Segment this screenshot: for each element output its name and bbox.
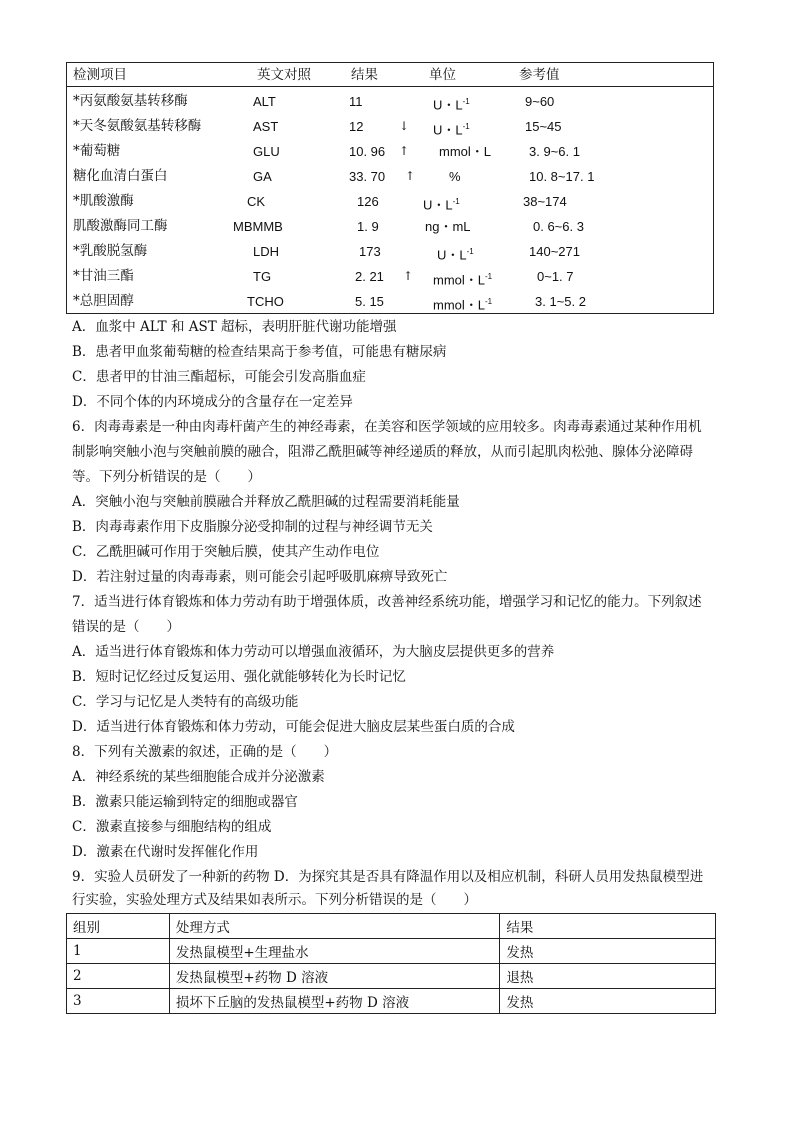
lab-result: 12 bbox=[349, 119, 364, 134]
q8-option-b: B．激素只能运输到特定的细胞或器官 bbox=[72, 794, 298, 810]
unit-sup: -1 bbox=[485, 272, 493, 281]
lab-results-table bbox=[66, 62, 714, 314]
lab-result: 11 bbox=[349, 94, 363, 109]
lab-reference: 140~271 bbox=[529, 244, 580, 259]
lab-english: GA bbox=[253, 169, 272, 184]
lab-table-header bbox=[67, 63, 713, 87]
q8-option-d: D．激素在代谢时发挥催化作用 bbox=[72, 844, 259, 860]
up-arrow-icon: ↑ bbox=[403, 269, 414, 283]
lab-english: AST bbox=[253, 119, 279, 134]
lab-row bbox=[67, 214, 713, 239]
unit-sup: -1 bbox=[485, 297, 493, 306]
lab-result: 33. 70 bbox=[349, 169, 386, 184]
unit-sup: -1 bbox=[462, 97, 470, 106]
lab-row bbox=[67, 114, 713, 139]
q6-option-d: D．若注射过量的肉毒毒素，则可能会引起呼吸肌麻痹导致死亡 bbox=[72, 569, 448, 585]
unit-text: % bbox=[449, 169, 461, 184]
unit-text: U・L bbox=[423, 197, 453, 213]
lab-unit bbox=[439, 139, 491, 164]
q8-option-c: C．激素直接参与细胞结构的组成 bbox=[72, 819, 272, 835]
lab-item: *乳酸脱氢酶 bbox=[73, 243, 148, 259]
q5-option-d: D．不同个体的内环境成分的含量存在一定差异 bbox=[72, 394, 353, 410]
lab-reference: 0. 6~6. 3 bbox=[533, 219, 584, 234]
lab-result: 1. 9 bbox=[357, 219, 379, 234]
lab-english: LDH bbox=[253, 244, 280, 259]
experiment-table bbox=[66, 913, 716, 1014]
experiment-table-header bbox=[67, 914, 716, 939]
table-row bbox=[67, 964, 716, 989]
lab-unit bbox=[425, 214, 471, 239]
q7-option-d: D．适当进行体育锻炼和体力劳动，可能会促进大脑皮层某些蛋白质的合成 bbox=[72, 719, 515, 735]
treatment-cell: 发热鼠模型+药物 D 溶液 bbox=[169, 964, 499, 989]
header-group: 组别 bbox=[67, 914, 170, 939]
q7-option-b: B．短时记忆经过反复运用、强化就能够转化为长时记忆 bbox=[72, 669, 406, 685]
group-cell: 2 bbox=[67, 964, 170, 989]
unit-text: mmol・L bbox=[433, 272, 486, 288]
lab-reference: 9~60 bbox=[525, 94, 555, 109]
q7-stem-line-2: 错误的是（ ） bbox=[72, 619, 180, 635]
lab-reference: 3. 9~6. 1 bbox=[529, 144, 580, 159]
header-result: 结果 bbox=[500, 914, 716, 939]
lab-reference: 10. 8~17. 1 bbox=[529, 169, 595, 184]
lab-reference: 3. 1~5. 2 bbox=[535, 294, 586, 309]
table-row bbox=[67, 989, 716, 1014]
lab-english: TG bbox=[253, 269, 272, 284]
lab-item: *总胆固醇 bbox=[73, 293, 134, 309]
unit-sup: -1 bbox=[462, 122, 470, 131]
q5-option-b: B．患者甲血浆葡萄糖的检查结果高于参考值，可能患有糖尿病 bbox=[72, 344, 447, 360]
unit-text: ng・mL bbox=[425, 219, 471, 234]
lab-item: *葡萄糖 bbox=[73, 143, 121, 159]
treatment-cell: 损坏下丘脑的发热鼠模型+药物 D 溶液 bbox=[169, 989, 499, 1014]
lab-item: *丙氨酸氨基转移酶 bbox=[73, 93, 188, 109]
table-row bbox=[67, 939, 716, 964]
result-cell: 发热 bbox=[500, 989, 716, 1014]
lab-result: 173 bbox=[359, 244, 381, 259]
lab-unit bbox=[433, 289, 492, 317]
lab-english: GLU bbox=[253, 144, 280, 159]
unit-sup: -1 bbox=[452, 197, 460, 206]
lab-row bbox=[67, 164, 713, 189]
up-arrow-icon: ↑ bbox=[405, 169, 416, 183]
down-arrow-icon: ↓ bbox=[399, 119, 410, 133]
lab-row bbox=[67, 189, 713, 214]
q5-option-a: A．血浆中 ALT 和 AST 超标，表明肝脏代谢功能增强 bbox=[72, 319, 397, 335]
q7-stem-line-1: 7．适当进行体育锻炼和体力劳动有助于增强体质，改善神经系统功能，增强学习和记忆的能力。下列叙述 bbox=[72, 594, 702, 610]
header-result: 结果 bbox=[351, 67, 378, 83]
lab-result: 126 bbox=[357, 194, 379, 209]
header-treatment: 处理方式 bbox=[169, 914, 499, 939]
lab-result: 2. 21 bbox=[355, 269, 384, 284]
lab-reference: 15~45 bbox=[525, 119, 562, 134]
unit-sup: -1 bbox=[466, 247, 474, 256]
result-cell: 发热 bbox=[500, 939, 716, 964]
q8-stem: 8．下列有关激素的叙述，正确的是（ ） bbox=[72, 744, 338, 760]
lab-item: 糖化血清白蛋白 bbox=[73, 168, 168, 184]
lab-row bbox=[67, 139, 713, 164]
result-cell: 退热 bbox=[500, 964, 716, 989]
group-cell: 1 bbox=[67, 939, 170, 964]
lab-english: TCHO bbox=[247, 294, 284, 309]
unit-text: U・L bbox=[433, 97, 463, 113]
q6-option-a: A．突触小泡与突触前膜融合并释放乙酰胆碱的过程需要消耗能量 bbox=[72, 494, 460, 510]
q7-option-c: C．学习与记忆是人类特有的高级功能 bbox=[72, 694, 299, 710]
lab-row bbox=[67, 264, 713, 289]
unit-text: mmol・L bbox=[433, 297, 486, 313]
lab-english: ALT bbox=[253, 94, 276, 109]
q6-stem-line-3: 等。下列分析错误的是（ ） bbox=[72, 469, 261, 485]
header-reference: 参考值 bbox=[519, 67, 560, 83]
header-item: 检测项目 bbox=[73, 67, 127, 83]
lab-english: MBMMB bbox=[233, 219, 283, 234]
group-cell: 3 bbox=[67, 989, 170, 1014]
lab-reference: 38~174 bbox=[523, 194, 567, 209]
lab-english: CK bbox=[247, 194, 266, 209]
unit-text: U・L bbox=[433, 122, 463, 138]
lab-result: 10. 96 bbox=[349, 144, 386, 159]
lab-row bbox=[67, 89, 713, 114]
q9-stem-line-2: 行实验，实验处理方式及结果如表所示。下列分析错误的是（ ） bbox=[72, 892, 477, 908]
q8-option-a: A．神经系统的某些细胞能合成并分泌激素 bbox=[72, 769, 325, 785]
unit-text: mmol・L bbox=[439, 144, 492, 159]
q5-option-c: C．患者甲的甘油三酯超标，可能会引发高脂血症 bbox=[72, 369, 366, 385]
up-arrow-icon: ↑ bbox=[399, 144, 410, 158]
lab-unit bbox=[449, 164, 461, 189]
header-english: 英文对照 bbox=[257, 67, 311, 83]
lab-item: *天冬氨酸氨基转移酶 bbox=[73, 118, 202, 134]
lab-item: *肌酸激酶 bbox=[73, 193, 134, 209]
q6-stem-line-1: 6．肉毒毒素是一种由肉毒杆菌产生的神经毒素，在美容和医学领域的应用较多。肉毒毒素通过某种作用机 bbox=[72, 419, 702, 435]
q6-option-b: B．肉毒毒素作用下皮脂腺分泌受抑制的过程与神经调节无关 bbox=[72, 519, 433, 535]
lab-item: *甘油三酯 bbox=[73, 268, 134, 284]
unit-text: U・L bbox=[437, 247, 467, 263]
lab-item: 肌酸激酶同工酶 bbox=[73, 218, 168, 234]
q7-option-a: A．适当进行体育锻炼和体力劳动可以增强血液循环，为大脑皮层提供更多的营养 bbox=[72, 644, 555, 660]
q6-stem-line-2: 制影响突触小泡与突触前膜的融合，阻滞乙酰胆碱等神经递质的释放，从而引起肌肉松弛、腺体分泌障碍 bbox=[72, 444, 693, 460]
q9-stem-line-1: 9．实验人员研发了一种新的药物 D．为探究其是否具有降温作用以及相应机制，科研人员用发热鼠模型进 bbox=[72, 869, 704, 885]
lab-row bbox=[67, 239, 713, 264]
lab-result: 5. 15 bbox=[355, 294, 384, 309]
lab-reference: 0~1. 7 bbox=[537, 269, 574, 284]
q6-option-c: C．乙酰胆碱可作用于突触后膜，使其产生动作电位 bbox=[72, 544, 380, 560]
header-unit: 单位 bbox=[429, 67, 456, 83]
lab-row bbox=[67, 289, 713, 314]
treatment-cell: 发热鼠模型+生理盐水 bbox=[169, 939, 499, 964]
